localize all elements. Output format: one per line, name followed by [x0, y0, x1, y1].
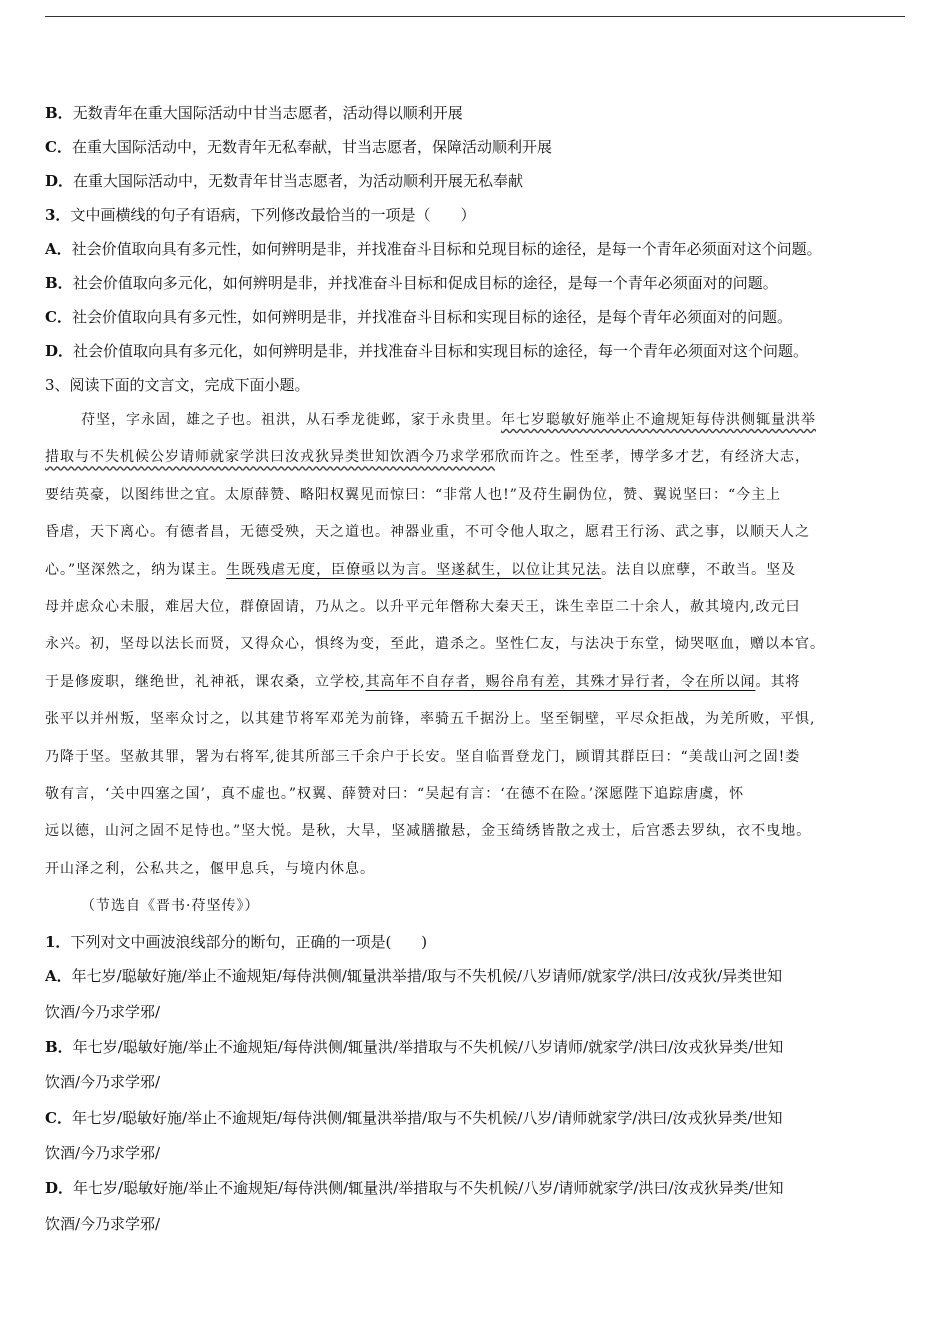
option-letter: C． [45, 1108, 72, 1127]
passage-line: 昏虐，天下离心。有德者昌，无德受殃，天之道也。神器业重，不可令他人取之，愿君王行汤、武之事，以顺天人之 [45, 524, 810, 541]
q3-option-a [45, 232, 915, 266]
passage-line: 乃降于坚。坚赦其罪，署为右将军,徙其所部三千余户于长安。坚自临晋登龙门，顾谓其群臣曰：“美哉山河之固!娄 [45, 748, 801, 765]
passage-text: 苻坚，字永固，雄之子也。祖洪，从石季龙徙邺，家于永贵里。 [81, 412, 501, 428]
passage-text: 欣而许之。性至孝，博学多才艺，有经济大志， [495, 449, 810, 466]
option-letter: D． [45, 342, 74, 360]
passage-line [45, 552, 915, 589]
passage-line [45, 439, 915, 476]
passage-text: 。其将 [755, 673, 801, 690]
q3-option-c [45, 300, 915, 334]
passage-text: 于是修废职，继绝世，礼神祇，课农桑，立学校, [45, 673, 366, 690]
question-number: 1． [45, 933, 71, 952]
sub1-option-c-cont: 饮酒/今乃求学邪/ [45, 1143, 161, 1162]
underlined-sentence: 生既残虐无度，臣僚亟以为言。坚遂弑生，以位让其兄法 [226, 561, 602, 578]
option-text: 社会价值取向多元化，如何辨明是非，并找准奋斗目标和促成目标的途径，是每一个青年必须面对的问题。 [72, 274, 778, 292]
q3-option-d [45, 334, 915, 368]
sub1-option-a-cont: 饮酒/今乃求学邪/ [45, 1002, 161, 1021]
question-number: 3． [45, 206, 71, 224]
option-text: 社会价值取向具有多元化，如何辨明是非，并找准奋斗目标和实现目标的途径，每一个青年必须面对这个问题。 [73, 342, 809, 360]
option-text: 年七岁/聪敏好施/举止不逾规矩/每侍洪侧/辄量洪举措/取与不失机候/八岁/请师就家学/洪曰/汝戎狄异类/世知 [71, 1108, 783, 1127]
option-letter: A． [45, 240, 72, 258]
section-heading: 3、阅读下面的文言文，完成下面小题。 [45, 376, 310, 394]
option-letter: C． [45, 138, 72, 156]
question-text: 下列对文中画波浪线部分的断句，正确的一项是( ) [70, 933, 428, 952]
passage-line: 远以德，山河之固不足恃也。”坚大悦。是秋，大旱，坚减膳撤悬，金玉绮绣皆散之戎士，后宫悉去罗纨，衣不曳地。 [45, 823, 812, 840]
passage-source: （节选自《晋书·苻坚传》） [81, 898, 260, 915]
sub1-option-b [45, 1030, 915, 1065]
option-text: 年七岁/聪敏好施/举止不逾规矩/每侍洪侧/辄量洪/举措取与不失机候/八岁/请师就家学/洪曰/汝戎狄异类/世知 [73, 1179, 784, 1198]
option-letter: B． [45, 104, 73, 122]
option-text: 社会价值取向具有多元性，如何辨明是非，并找准奋斗目标和实现目标的途径，是每个青年必须面对的问题。 [71, 308, 792, 326]
option-text: 在重大国际活动中，无数青年无私奉献，甘当志愿者，保障活动顺利开展 [71, 138, 552, 156]
sub1-option-d [45, 1171, 915, 1206]
passage-line: 要结英豪，以图纬世之宜。太原薛赞、略阳权翼见而惊曰：“非常人也!”及苻生嗣伪位，赞、翼说坚曰：“今主上 [45, 486, 782, 503]
option-text: 在重大国际活动中，无数青年甘当志愿者，为活动顺利开展无私奉献 [73, 172, 524, 190]
top-rule [45, 16, 905, 17]
document-page [45, 96, 915, 1242]
question-text: 文中画横线的句子有语病，下列修改最恰当的一项是（ ） [70, 206, 476, 224]
option-letter: D． [45, 1179, 74, 1198]
sub1-option-a [45, 959, 915, 994]
passage-line: 永兴。初，坚母以法长而贤，又得众心，惧终为变，至此，遣杀之。坚性仁友，与法决于东堂，恸哭呕血，赠以本官。 [45, 636, 825, 653]
passage-line: 敬有言，‘关中四塞之国’，真不虚也。”权翼、薛赞对曰：“吴起有言：‘在德不在险。’深愿陛下追踪唐虞，怀 [45, 785, 745, 802]
option-text: 年七岁/聪敏好施/举止不逾规矩/每侍洪侧/辄量洪举措/取与不失机候/八岁请师/就家学/洪曰/汝戎狄/异类世知 [71, 967, 783, 986]
option-letter: B． [45, 1038, 73, 1057]
wavy-underlined-text: 措取与不失机候公岁请师就家学洪曰汝戎狄异类世知饮酒今乃求学邪 [45, 449, 495, 466]
option-text: 社会价值取向具有多元性，如何辨明是非，并找准奋斗目标和兑现目标的途径，是每一个青年必须面对这个问题。 [71, 240, 822, 258]
q2-option-d [45, 164, 915, 198]
wavy-underlined-text: 年七岁聪敏好施举止不逾规矩每侍洪侧辄量洪举 [501, 412, 816, 428]
q2-option-b [45, 96, 915, 130]
q3-stem [45, 198, 915, 232]
option-letter: C． [45, 308, 72, 326]
option-letter: B． [45, 274, 73, 292]
passage-line: 母并虑众心未服，难居大位，群僚固请，乃从之。以升平元年僭称大秦天王，诛生幸臣二十余人，赦其境内,改元曰 [45, 598, 801, 615]
q2-option-c [45, 130, 915, 164]
q3-option-b [45, 266, 915, 300]
option-text: 无数青年在重大国际活动中甘当志愿者，活动得以顺利开展 [72, 104, 463, 122]
classical-passage [45, 402, 915, 925]
sub1-option-b-cont: 饮酒/今乃求学邪/ [45, 1073, 161, 1092]
sub1-option-d-cont: 饮酒/今乃求学邪/ [45, 1214, 161, 1233]
sub1-stem [45, 925, 915, 959]
option-letter: A． [45, 967, 72, 986]
option-text: 年七岁/聪敏好施/举止不逾规矩/每侍洪侧/辄量洪/举措取与不失机候/八岁请师/就家学/洪曰/汝戎狄异类/世知 [72, 1038, 784, 1057]
underlined-sentence: 其高年不自存者，赐谷帛有差，其殊才异行者，令在所以闻 [365, 673, 756, 690]
option-letter: D． [45, 172, 74, 190]
passage-line [45, 402, 915, 439]
passage-line: 开山泽之利，公私共之，偃甲息兵，与境内休息。 [45, 860, 375, 877]
passage-text: 心。”坚深然之，纳为谋主。 [45, 561, 227, 578]
passage-line: 张平以并州叛，坚率众讨之，以其建节将军邓羌为前锋，率骑五千据汾上。坚至铜壁，平尽众拒战，为羌所败，平惧, [45, 711, 816, 728]
passage-line [45, 664, 915, 701]
passage-text: 。法自以庶孽，不敢当。坚及 [601, 561, 797, 578]
sub1-option-c [45, 1101, 915, 1136]
